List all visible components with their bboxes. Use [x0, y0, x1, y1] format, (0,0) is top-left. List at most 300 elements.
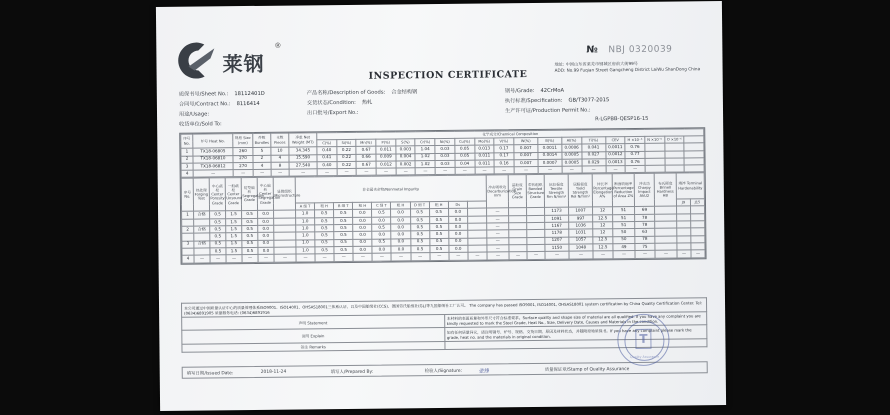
- table-cell: 1031: [569, 229, 593, 237]
- table-cell: TX18-06812: [193, 162, 233, 170]
- explain-text: 如有任何质量异议，请注明钢号、炉号、规格、交货日期、原因及材料状态，并随附原始质保书。If you have any complaint please mark the grade, heat no. and the materials in original condition.: [444, 325, 707, 342]
- table-cell: 0.5: [242, 211, 258, 218]
- statement-label: 声明 Statement: [182, 314, 445, 330]
- laigang-logo-icon: [174, 40, 220, 80]
- table-cell: 0.22: [337, 161, 357, 168]
- table-cell: 1.04: [415, 146, 435, 153]
- table-cell: 0.027: [582, 151, 606, 158]
- table-cell: 0.17: [494, 152, 514, 159]
- table-cell: 0.5: [315, 232, 334, 239]
- table-cell: —: [430, 253, 449, 260]
- m-col-hardenability: 端淬 Terminal Hardenability: [676, 173, 704, 199]
- table-cell: 0.16: [494, 159, 514, 166]
- table-cell: 12.5: [593, 214, 613, 222]
- table-cell: 0.5: [315, 225, 334, 232]
- table-cell: 50: [613, 236, 635, 244]
- table-cell: [684, 165, 704, 172]
- table-cell: 1048: [569, 244, 593, 252]
- table-cell: 0.011: [475, 160, 495, 167]
- m-col-hardness: 布氏硬度 Brinell Hardness HB: [654, 173, 676, 207]
- table-cell: —: [353, 253, 372, 260]
- table-cell: —: [271, 169, 289, 176]
- table-cell: 0.002: [396, 161, 416, 168]
- table-cell: —: [411, 253, 430, 260]
- chem-composition-title: 化学成分/Chemical Composition: [317, 129, 704, 140]
- element-header: Mn(%): [356, 139, 376, 146]
- table-cell: 0.0: [372, 217, 391, 224]
- table-cell: 0.5: [315, 217, 334, 224]
- table-cell: —: [635, 250, 655, 258]
- table-cell: —: [334, 254, 353, 261]
- table-cell: 0.5: [334, 246, 353, 253]
- company-logo: [174, 40, 282, 81]
- nm-group-a-fine: A 细 T: [295, 203, 314, 210]
- table-cell: —: [242, 255, 258, 262]
- table-cell: —: [545, 251, 569, 259]
- m-col-microstructure: 显微组织 Microstructure: [273, 177, 295, 211]
- table-cell: 0.0011: [605, 144, 625, 151]
- table-cell: —: [625, 165, 645, 172]
- nm-group-d-fine: D 细 T: [410, 202, 429, 209]
- table-cell: 0.0: [391, 209, 410, 216]
- table-cell: 1.0: [296, 239, 315, 246]
- table-cell: 0.007: [514, 159, 538, 166]
- table-cell: —: [475, 167, 495, 174]
- table-cell: 1057: [569, 237, 593, 245]
- table-cell: 0.17: [494, 145, 514, 152]
- table-cell: 1.5: [226, 226, 242, 233]
- table-cell: [182, 219, 194, 226]
- table-cell: 0.0: [448, 223, 467, 230]
- table-cell: —: [194, 255, 210, 262]
- table-cell: 0.04: [455, 160, 475, 167]
- table-cell: 15.590: [289, 154, 317, 161]
- company-address: [554, 60, 714, 74]
- table-cell: 0.0005: [562, 152, 582, 159]
- remarks-label: 备注 Remarks: [182, 341, 445, 352]
- table-cell: 0.03: [435, 153, 455, 160]
- element-header: Ni(%): [435, 139, 455, 146]
- table-cell: 合格: [194, 241, 210, 248]
- jominy-j15: J15: [690, 199, 704, 206]
- table-cell: 1.0: [296, 232, 315, 239]
- inspector-signature: 张锋: [478, 368, 489, 375]
- table-cell: 0.22: [337, 154, 357, 161]
- table-cell: 0.05: [455, 146, 475, 153]
- table-cell: 0.5: [210, 211, 226, 218]
- table-cell: 0.011: [474, 153, 494, 160]
- table-cell: —: [391, 253, 410, 260]
- table-cell: 0.0: [449, 245, 468, 252]
- table-cell: 0.0013: [606, 158, 626, 165]
- explain-label: 说明 Explain: [182, 327, 445, 344]
- table-cell: 0.004: [396, 153, 416, 160]
- element-header: CEV: [605, 137, 625, 144]
- delivery-condition: 交货状态/Condition: 热轧: [306, 99, 373, 107]
- table-cell: 0.0: [449, 231, 468, 238]
- table-cell: 0.041: [581, 144, 605, 151]
- table-cell: 0.03: [435, 146, 455, 153]
- element-header: Ti(%): [581, 137, 605, 144]
- table-cell: 0.5: [429, 223, 448, 230]
- table-cell: 0.0: [391, 224, 410, 231]
- contract-no: 合同号/Contract No.: 8116414: [178, 100, 260, 108]
- table-cell: 3: [182, 241, 194, 248]
- system-note-text: 本公司通过中国质量认证中心的质量管理体系ISO9001、ISO14001、OHSAS18001三体系认证，以及中国船级社(CCS)、德国劳氏船级社(GL)等九国船级社工厂认可。 The company has passed ISO9001, ISO14001, OHSAS18001 system certification by China Quality Certification Center. Tel: (0634)6891905 质量服务电话: (0634)6891916: [182, 298, 707, 317]
- table-cell: 51: [613, 221, 635, 229]
- table-cell: 0.03: [435, 160, 455, 167]
- table-cell: 0.0: [353, 246, 372, 253]
- table-cell: 0.012: [376, 161, 396, 168]
- table-cell: 0.5: [334, 224, 353, 231]
- table-cell: 27.540: [289, 162, 317, 169]
- element-header: Mo(%): [474, 138, 494, 145]
- nm-group-c-heavy: 粗 H: [391, 202, 410, 209]
- table-cell: 0.5: [210, 233, 226, 240]
- table-cell: 合格: [194, 226, 210, 233]
- table-cell: 0.0: [449, 238, 468, 245]
- table-cell: 0.0: [258, 218, 274, 225]
- table-cell: 0.5: [315, 247, 334, 254]
- table-cell: —: [613, 251, 635, 259]
- table-cell: 0.029: [582, 159, 606, 166]
- table-cell: —: [210, 255, 226, 262]
- table-cell: 34.345: [289, 147, 317, 154]
- table-cell: 0.0: [372, 246, 391, 253]
- table-cell: 5: [253, 148, 271, 155]
- table-cell: 0.5: [242, 233, 258, 240]
- table-cell: 0.5: [429, 238, 448, 245]
- table-cell: 4: [253, 162, 271, 169]
- table-cell: TX18-06810: [193, 155, 233, 163]
- table-cell: 0.0: [391, 238, 410, 245]
- col-bundles: 件数 Bundles: [253, 133, 271, 148]
- table-cell: —: [487, 216, 509, 224]
- table-cell: —: [193, 170, 233, 178]
- cert-no-value: NBJ 0320039: [608, 44, 673, 56]
- element-header: Al(%): [562, 137, 582, 144]
- table-cell: 12: [593, 229, 613, 237]
- m-col-unsound: 一般疏松 Center Unsound Grade: [225, 178, 241, 211]
- table-cell: 1.5: [226, 240, 242, 247]
- table-cell: 1167: [545, 222, 569, 230]
- cert-no-label: №: [586, 44, 598, 56]
- table-cell: 0.22: [337, 147, 357, 154]
- sold-to: 收货单位/Sold To:: [179, 121, 222, 128]
- table-cell: 51: [613, 207, 635, 215]
- table-cell: —: [376, 168, 396, 175]
- table-cell: 0.5: [315, 239, 334, 246]
- table-cell: —: [677, 250, 691, 257]
- table-cell: 1.0: [296, 225, 315, 232]
- table-cell: —: [315, 254, 334, 261]
- table-cell: 0.0: [353, 239, 372, 246]
- table-cell: 0.5: [242, 247, 258, 254]
- table-cell: —: [356, 168, 376, 175]
- table-cell: [665, 165, 685, 172]
- table-cell: 0.5: [334, 232, 353, 239]
- address-line-en: ADD: No.99 Fuqian Street Gangcheng District LaiWu ShanDong China: [554, 66, 701, 73]
- table-cell: —: [253, 169, 271, 176]
- table-cell: 1091: [545, 215, 569, 223]
- table-cell: [182, 233, 194, 240]
- table-cell: 0.76: [625, 144, 645, 151]
- m-col-banded: 带状组织 Banded Structure Grade: [526, 175, 544, 208]
- table-cell: 4: [181, 170, 193, 177]
- element-header: B(%): [538, 137, 562, 144]
- mechanical-table: [181, 172, 706, 263]
- m-col-yield: 屈服强度 Yield Strength Rel N/mm²: [568, 174, 592, 208]
- element-header: O ×10⁻⁶: [664, 136, 684, 143]
- table-cell: 0.40: [317, 147, 337, 154]
- table-cell: —: [487, 252, 509, 260]
- table-cell: 0.5: [334, 210, 353, 217]
- stamp-mark: T: [635, 329, 651, 349]
- table-cell: 1.5: [226, 247, 242, 254]
- table-cell: 0.5: [315, 210, 334, 217]
- table-cell: 0.67: [356, 147, 376, 154]
- element-header: Cr(%): [415, 139, 435, 146]
- table-cell: —: [655, 250, 677, 258]
- element-header: Cu(%): [455, 138, 475, 145]
- table-cell: 8: [271, 162, 289, 169]
- table-cell: 0.5: [210, 218, 226, 225]
- table-cell: —: [487, 223, 509, 231]
- table-cell: 0.0: [258, 247, 274, 254]
- table-cell: —: [562, 166, 582, 173]
- table-cell: 0.41: [317, 154, 337, 161]
- table-cell: 12.5: [593, 236, 613, 244]
- table-cell: 12: [593, 207, 613, 215]
- table-cell: 1207: [545, 237, 569, 245]
- table-cell: 0.5: [410, 216, 429, 223]
- table-cell: 0.0: [258, 240, 274, 247]
- stamp-text: Quality Assurance: [630, 354, 660, 360]
- m-col-center-porosity: 中心疏松 Center Porosity Grade: [209, 178, 225, 211]
- table-cell: 0.013: [474, 145, 494, 152]
- col-pieces: 支数 Pieces: [271, 133, 289, 148]
- table-cell: 0.5: [429, 209, 448, 216]
- table-cell: 0.40: [317, 161, 337, 168]
- table-cell: 78: [635, 221, 655, 229]
- table-cell: 0.0: [353, 232, 372, 239]
- table-cell: 1036: [569, 222, 593, 230]
- table-cell: —: [527, 252, 545, 259]
- table-cell: 0.5: [242, 218, 258, 225]
- nm-group-c-fine: C 细 T: [372, 202, 391, 209]
- table-cell: 0.0: [391, 246, 410, 253]
- table-cell: —: [455, 167, 475, 174]
- table-cell: 0.0: [448, 216, 467, 223]
- m-col-impact: 冲击功 Charpy Impact AkU2: [634, 173, 654, 207]
- issued-date-label: 填写日期/Issued Date:: [186, 371, 234, 377]
- table-cell: 0.0: [258, 211, 274, 218]
- table-cell: 270: [233, 162, 253, 169]
- m-col-center-segregation: 中心偏析 Center Segregation Grade: [257, 177, 273, 210]
- col-heat-no: 炉号 Heat No.: [193, 134, 233, 149]
- table-cell: —: [468, 252, 487, 259]
- nm-group-b-heavy: 粗 H: [353, 202, 372, 209]
- table-cell: 0.0011: [538, 145, 562, 152]
- table-cell: 0.0005: [562, 159, 582, 166]
- goods-description: 产品名称/Description of Goods: 合金结构钢: [306, 89, 418, 97]
- table-cell: 0.5: [410, 209, 429, 216]
- document-title: INSPECTION CERTIFICATE: [368, 69, 528, 82]
- table-cell: 0.5: [429, 216, 448, 223]
- issued-date-value: 2018-11-24: [260, 369, 287, 375]
- brand-name: 莱钢: [222, 51, 265, 77]
- element-header: C(%): [317, 140, 337, 147]
- nm-group-a-heavy: 粗 H: [315, 203, 334, 210]
- export-no: 出口批号/Export No.:: [306, 109, 359, 117]
- table-cell: 49: [613, 243, 635, 251]
- table-cell: 78: [635, 236, 655, 244]
- table-cell: —: [487, 208, 509, 216]
- table-cell: 0.0: [448, 209, 467, 216]
- table-cell: 0.0: [353, 217, 372, 224]
- table-cell: 1: [182, 212, 194, 219]
- table-cell: 0.5: [372, 224, 391, 231]
- table-cell: 0.0006: [562, 144, 582, 151]
- table-cell: 2: [253, 155, 271, 162]
- element-header: V(%): [494, 138, 514, 145]
- table-cell: 1.0: [296, 247, 315, 254]
- table-cell: 0.5: [334, 217, 353, 224]
- table-cell: 51: [613, 214, 635, 222]
- table-cell: 0.77: [625, 151, 645, 158]
- table-cell: 75: [635, 243, 655, 251]
- table-cell: 0.003: [396, 146, 416, 153]
- nonmetal-title: 非金属夹杂物/Nonmetal Impurity: [295, 175, 486, 203]
- element-header: Si(%): [336, 140, 356, 147]
- table-cell: —: [372, 253, 391, 260]
- table-cell: 4: [182, 255, 194, 262]
- table-cell: 69: [635, 207, 655, 215]
- table-cell: 0.5: [410, 238, 429, 245]
- address-line-cn: 地址: 中国山东省莱芜市钢城区府前大街99号: [554, 60, 638, 67]
- permit-code: R-LGPBB-QESP16-15: [595, 115, 649, 123]
- table-cell: 0.0007: [538, 159, 562, 166]
- table-cell: —: [569, 251, 593, 259]
- production-permit: 生产许可证/Production Permit No.:: [504, 107, 591, 115]
- m-col-decarb: 冲击吸收功 Decarburization mm: [486, 175, 508, 209]
- composition-table: [179, 127, 706, 264]
- table-cell: —: [494, 167, 514, 174]
- sheet-no: 质保书号/Sheet No.: 18112401D: [178, 90, 265, 98]
- table-cell: —: [487, 237, 509, 245]
- table-cell: 0.67: [356, 161, 376, 168]
- table-cell: 1.02: [415, 160, 435, 167]
- table-cell: —: [606, 166, 626, 173]
- signature-label: 检验人/Signature:: [424, 368, 463, 375]
- stamp-label: 质量保证章/Stamp of Quality Assurance: [544, 367, 630, 373]
- table-cell: —: [226, 255, 242, 262]
- table-cell: 10: [271, 147, 289, 154]
- certificate-footer: [182, 361, 708, 379]
- table-cell: 0.0014: [538, 152, 562, 159]
- m-col-grain: 晶粒度 Grain Size Grade: [508, 175, 526, 208]
- table-cell: 12.5: [593, 244, 613, 252]
- table-cell: —: [509, 252, 527, 259]
- table-cell: —: [514, 166, 538, 173]
- usage: 用途/Usage:: [178, 111, 210, 118]
- table-cell: —: [258, 254, 274, 261]
- element-header: P(%): [376, 139, 396, 146]
- table-cell: 合格: [194, 211, 210, 218]
- table-cell: 0.009: [376, 154, 396, 161]
- m-col-no: 序号 No.: [181, 178, 193, 211]
- quality-assurance-stamp: [617, 314, 670, 367]
- table-cell: 0.0: [258, 233, 274, 240]
- table-cell: 2: [182, 226, 194, 233]
- element-header: S(%): [396, 139, 416, 146]
- table-cell: 0.5: [372, 239, 391, 246]
- table-cell: [645, 165, 665, 172]
- table-cell: —: [593, 251, 613, 259]
- table-cell: —: [435, 167, 455, 174]
- table-cell: —: [337, 168, 357, 175]
- table-cell: 0.5: [410, 246, 429, 253]
- table-cell: —: [449, 252, 468, 259]
- table-cell: 1007: [569, 207, 593, 215]
- table-cell: [182, 248, 194, 255]
- m-col-tensile: 抗拉强度 Tensile Strength Rm N/mm²: [544, 174, 568, 208]
- table-cell: 0.5: [429, 231, 448, 238]
- table-cell: 0.5: [210, 226, 226, 233]
- table-cell: 0.5: [334, 239, 353, 246]
- table-cell: 0.011: [376, 146, 396, 153]
- table-cell: 0.5: [210, 240, 226, 247]
- table-cell: 0.007: [514, 145, 538, 152]
- table-cell: —: [274, 254, 296, 262]
- statement-text: 本材料的表面质量和外形尺寸符合标准要求。Surface quality and shape size of material are all qualified. If you have any complaint you are kindly requested to mark the Steel Grade, Heat No., Size, Delivery Date, Causes and Materials in the condition.: [444, 312, 707, 328]
- m-col-forging: 热处理 Forging Test: [193, 178, 209, 211]
- table-cell: 1.5: [226, 233, 242, 240]
- table-cell: 1: [181, 148, 193, 155]
- table-cell: —: [296, 254, 315, 261]
- table-cell: —: [396, 168, 416, 175]
- registered-mark: ®: [274, 41, 282, 50]
- col-net-weight: 净重 Net Weight (MT): [289, 133, 317, 148]
- table-cell: 0.5: [242, 225, 258, 232]
- table-cell: 0.76: [625, 158, 645, 165]
- table-cell: 50: [613, 229, 635, 237]
- table-cell: —: [233, 169, 253, 176]
- nm-group-d-heavy: 粗 H: [429, 202, 448, 209]
- table-cell: 1178: [545, 229, 569, 237]
- jominy-j9: J9: [676, 199, 690, 206]
- table-cell: 1173: [545, 208, 569, 216]
- table-cell: —: [691, 250, 705, 257]
- table-cell: 0.0: [258, 225, 274, 232]
- table-cell: 1.0: [296, 210, 315, 217]
- mechanical-rows: [182, 206, 706, 263]
- table-cell: 0.0012: [605, 151, 625, 158]
- table-cell: —: [582, 166, 606, 173]
- m-col-segregation: 锭型偏析 Segregation Grade: [241, 178, 257, 211]
- col-size: 规格 Size (mm): [233, 133, 253, 148]
- table-cell: 2: [181, 156, 193, 163]
- element-header: N ×10⁻⁶: [645, 136, 665, 143]
- table-cell: 63: [635, 229, 655, 237]
- table-cell: 0.0: [353, 210, 372, 217]
- table-cell: 0.0: [372, 231, 391, 238]
- table-cell: 0.5: [242, 240, 258, 247]
- table-cell: 4: [271, 155, 289, 162]
- table-cell: TX18-06805: [193, 148, 233, 156]
- table-cell: —: [487, 245, 509, 253]
- table-cell: 1.5: [226, 211, 242, 218]
